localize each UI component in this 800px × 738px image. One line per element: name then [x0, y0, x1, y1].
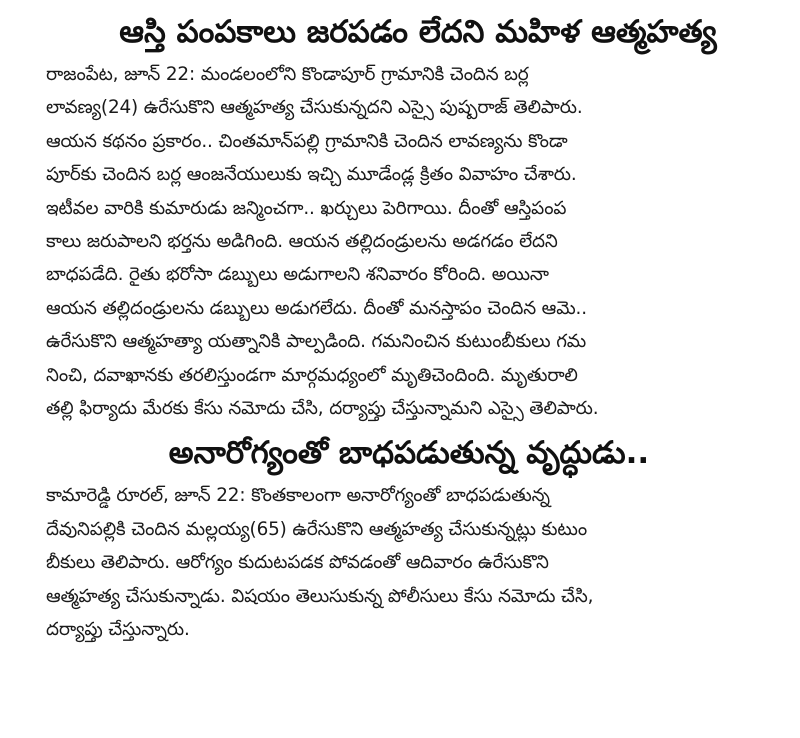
body-line: నించి, దవాఖానకు తరలిస్తుండగా మార్గమధ్యంలో మృతిచెందింది. మృతురాలి: [46, 364, 578, 386]
body-line: ఆయన కథనం ప్రకారం.. చింతమాన్‌పల్లి గ్రామానికి చెందిన లావణ్యను కొండా: [46, 130, 568, 152]
body-line: బాధపడేది. రైతు భరోసా డబ్బులు అడుగాలని శనివారం కోరింది. అయినా: [46, 264, 549, 286]
body-line: తల్లి ఫిర్యాదు మేరకు కేసు నమోదు చేసి, దర్యాప్తు చేస్తున్నామని ఎస్సై తెలిపారు.: [46, 398, 599, 420]
body-line: రాజంపేట, జూన్ 22: మండలంలోని కొండాపూర్ గ్రామానికి చెందిన బర్ల: [46, 64, 529, 85]
body-line: దేవునిపల్లికి చెందిన మల్లయ్య(65) ఉరేసుకొని ఆత్మహత్య చేసుకున్నట్లు కుటుం: [46, 518, 588, 540]
body-line: కాలు జరుపాలని భర్తను అడిగింది. ఆయన తల్లిదండ్రులను అడగడం లేదని: [46, 231, 558, 253]
body-line: కామారెడ్డి రూరల్, జూన్ 22: కొంతకాలంగా అనారోగ్యంతో బాధపడుతున్న: [46, 485, 550, 507]
body-line: ఇటీవల వారికి కుమారుడు జన్మించగా.. ఖర్చులు పెరిగాయి. దీంతో ఆస్తిపంప: [46, 197, 567, 219]
article-1-headline: ఆస్తి పంపకాలు జరపడం లేదని మహిళ ఆత్మహత్య: [119, 14, 717, 50]
article-1-body: [46, 58, 772, 425]
article-2-body: [46, 479, 772, 646]
body-line: దర్యాప్తు చేస్తున్నారు.: [46, 619, 190, 641]
body-line: ఆయన తల్లిదండ్రులను డబ్బులు అడుగలేదు. దీంతో మనస్తాపం చెందిన ఆమె..: [46, 297, 587, 319]
article-woman-suicide: [46, 6, 772, 425]
article-2-headline: అనారోగ్యంతో బాధపడుతున్న వృద్ధుడు..: [168, 435, 650, 472]
body-line: పూర్‌కు చెందిన బర్ల ఆంజనేయులుకు ఇచ్చి మూడేండ్ల క్రితం వివాహం చేశారు.: [46, 164, 577, 186]
body-line: బీకులు తెలిపారు. ఆరోగ్యం కుదుటపడక పోవడంతో ఆదివారం ఉరేసుకొని: [46, 552, 549, 574]
article-elderly-man: [46, 427, 772, 646]
body-line: ఉరేసుకొని ఆత్మహత్యా యత్నానికి పాల్పడింది. గమనించిన కుటుంబీకులు గమ: [46, 331, 587, 353]
body-line: ఆత్మహత్య చేసుకున్నాడు. విషయం తెలుసుకున్న పోలీసులు కేసు నమోదు చేసి,: [46, 585, 594, 607]
body-line: లావణ్య(24) ఉరేసుకొని ఆత్మహత్య చేసుకున్నదని ఎస్సై పుష్పరాజ్ తెలిపారు.: [46, 97, 583, 119]
